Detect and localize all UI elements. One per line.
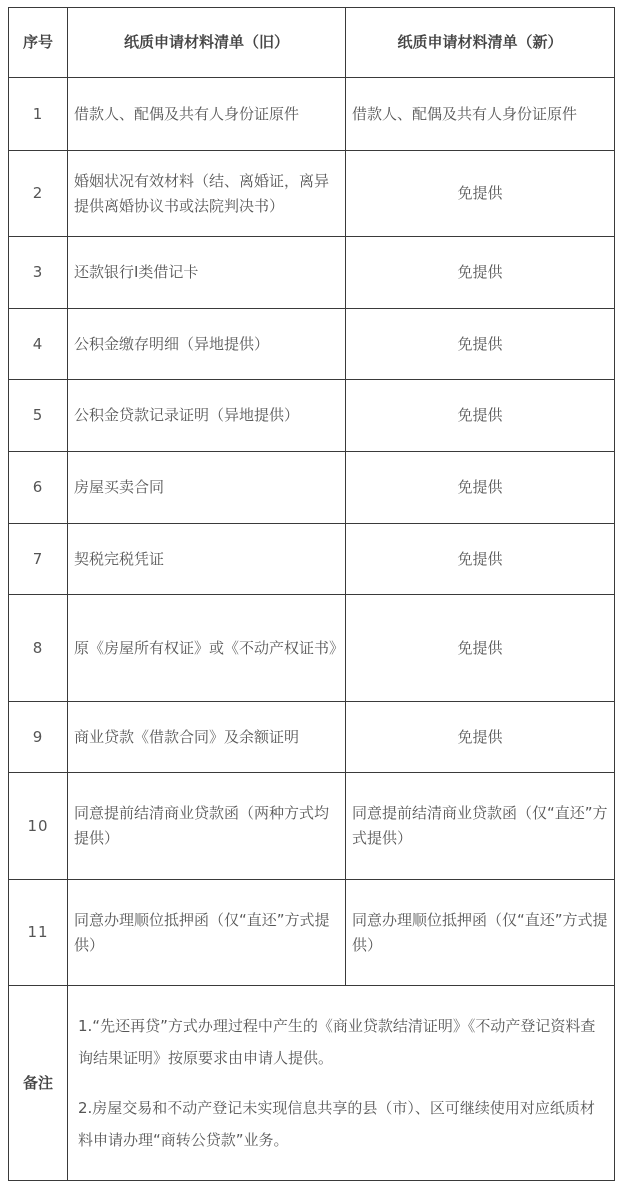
row-old-material: 房屋买卖合同 xyxy=(68,452,346,524)
row-new-material: 免提供 xyxy=(346,702,615,773)
row-index: 9 xyxy=(9,702,68,773)
remark-item: 2.房屋交易和不动产登记未实现信息共享的县（市）、区可继续使用对应纸质材料申请办理“商转公贷款”业务。 xyxy=(78,1099,595,1149)
table-row xyxy=(9,309,615,380)
row-old-material: 借款人、配偶及共有人身份证原件 xyxy=(68,78,346,151)
table-row xyxy=(9,702,615,773)
table-row xyxy=(9,880,615,986)
row-old-material: 同意办理顺位抵押函（仅“直还”方式提供） xyxy=(68,880,346,986)
table-row xyxy=(9,237,615,309)
row-old-material: 还款银行I类借记卡 xyxy=(68,237,346,309)
row-new-material: 同意办理顺位抵押函（仅“直还”方式提供） xyxy=(346,880,615,986)
table-row xyxy=(9,595,615,702)
remarks-content xyxy=(68,986,615,1181)
table-header-row xyxy=(9,8,615,78)
row-new-material: 免提供 xyxy=(346,309,615,380)
row-index: 1 xyxy=(9,78,68,151)
row-new-material: 免提供 xyxy=(346,380,615,452)
row-new-material: 同意提前结清商业贷款函（仅“直还”方式提供） xyxy=(346,773,615,880)
row-old-material: 原《房屋所有权证》或《不动产权证书》 xyxy=(68,595,346,702)
row-new-material: 免提供 xyxy=(346,524,615,595)
materials-table xyxy=(8,7,615,1181)
row-index: 2 xyxy=(9,151,68,237)
table-row xyxy=(9,151,615,237)
row-old-material: 公积金贷款记录证明（异地提供） xyxy=(68,380,346,452)
remarks-label: 备注 xyxy=(9,986,68,1181)
row-index: 6 xyxy=(9,452,68,524)
table-row xyxy=(9,452,615,524)
table-row xyxy=(9,773,615,880)
header-index: 序号 xyxy=(9,8,68,78)
row-index: 4 xyxy=(9,309,68,380)
row-old-material: 公积金缴存明细（异地提供） xyxy=(68,309,346,380)
row-old-material: 婚姻状况有效材料（结、离婚证，离异提供离婚协议书或法院判决书） xyxy=(68,151,346,237)
table-row xyxy=(9,380,615,452)
remark-item: 1.“先还再贷”方式办理过程中产生的《商业贷款结清证明》《不动产登记资料查询结果证明》按原要求由申请人提供。 xyxy=(78,1017,596,1067)
row-index: 8 xyxy=(9,595,68,702)
table-row xyxy=(9,524,615,595)
row-new-material: 免提供 xyxy=(346,452,615,524)
row-new-material: 免提供 xyxy=(346,595,615,702)
row-new-material: 免提供 xyxy=(346,151,615,237)
header-old-list: 纸质申请材料清单（旧） xyxy=(68,8,346,78)
row-new-material: 借款人、配偶及共有人身份证原件 xyxy=(346,78,615,151)
row-old-material: 同意提前结清商业贷款函（两种方式均提供） xyxy=(68,773,346,880)
row-index: 3 xyxy=(9,237,68,309)
row-index: 7 xyxy=(9,524,68,595)
row-index: 10 xyxy=(9,773,68,880)
row-index: 5 xyxy=(9,380,68,452)
remarks-row xyxy=(9,986,615,1181)
row-old-material: 契税完税凭证 xyxy=(68,524,346,595)
header-new-list: 纸质申请材料清单（新） xyxy=(346,8,615,78)
row-old-material: 商业贷款《借款合同》及余额证明 xyxy=(68,702,346,773)
row-index: 11 xyxy=(9,880,68,986)
row-new-material: 免提供 xyxy=(346,237,615,309)
table-row xyxy=(9,78,615,151)
